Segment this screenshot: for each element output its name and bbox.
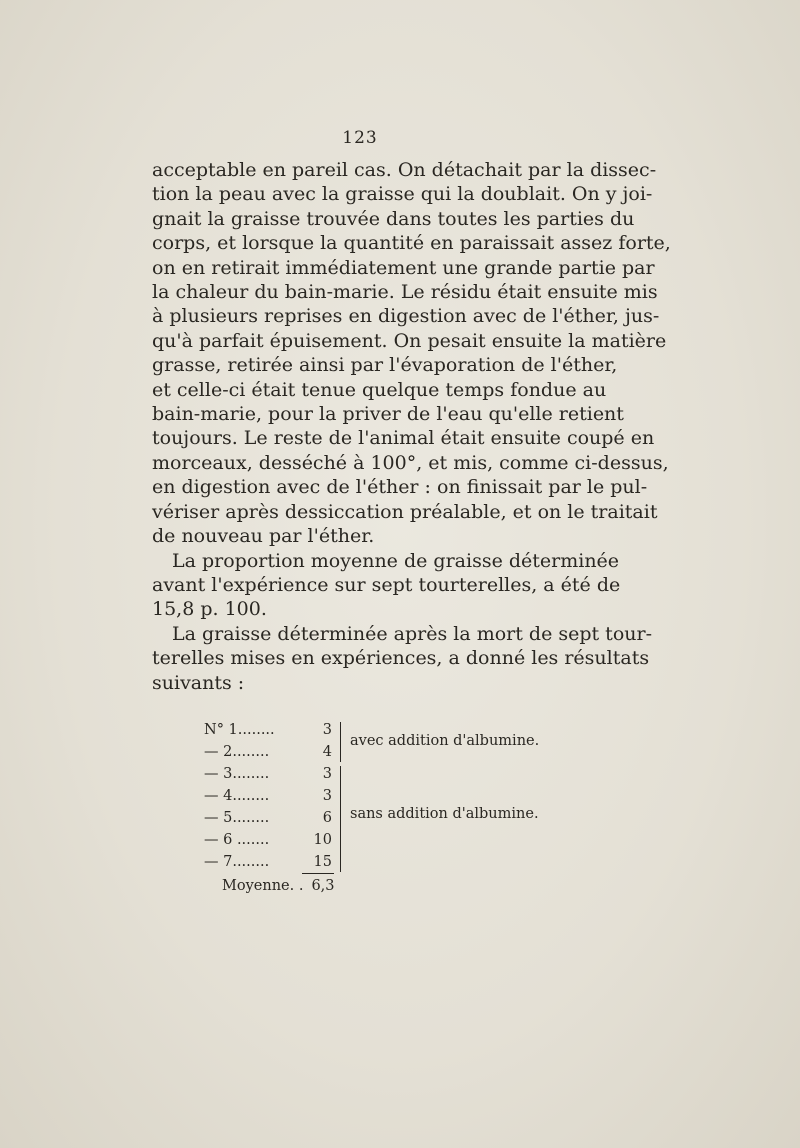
group-label-without-albumin: sans addition d'albumine.: [350, 806, 539, 822]
text-line: vériser après dessiccation préalable, et on le traitait: [152, 500, 658, 523]
text-line: la chaleur du bain-marie. Le résidu était ensuite mis: [152, 281, 658, 304]
row-label: — 4........: [204, 788, 270, 804]
paragraph-method: [152, 158, 671, 549]
text-line: en digestion avec de l'éther : on finissait par le pul-: [152, 476, 648, 499]
row-label: — 3........: [204, 766, 270, 782]
text-line: gnait la graisse trouvée dans toutes les parties du: [152, 207, 635, 230]
average-row: [222, 878, 335, 894]
text-line: La proportion moyenne de graisse déterminée: [172, 549, 620, 572]
sum-rule: [302, 873, 334, 874]
row-label: N° 1........: [204, 722, 275, 738]
average-value: 6,3: [311, 878, 335, 894]
paragraph-average-before: [152, 549, 621, 622]
row-value: 3: [322, 766, 332, 782]
text-line: acceptable en pareil cas. On détachait par la dissec-: [152, 159, 657, 181]
text-line: grasse, retirée ainsi par l'évaporation de l'éther,: [152, 354, 618, 377]
row-value: 6: [322, 810, 332, 826]
text-line: qu'à parfait épuisement. On pesait ensuite la matière: [152, 329, 667, 352]
row-label: — 5........: [204, 810, 270, 826]
text-line: La graisse déterminée après la mort de sept tour-: [172, 622, 653, 645]
body-text: [152, 158, 671, 695]
page-number: 123: [342, 128, 378, 148]
text-line: tion la peau avec la graisse qui la doublait. On y joi-: [152, 183, 653, 206]
group-brace: [340, 722, 341, 762]
average-label: Moyenne. .: [222, 878, 304, 894]
text-line: morceaux, desséché à 100°, et mis, comme ci-dessus,: [152, 451, 669, 474]
row-label: — 2........: [204, 744, 270, 760]
row-value: 15: [313, 854, 332, 870]
row-label: — 6 .......: [204, 832, 270, 848]
row-value: 3: [322, 788, 332, 804]
text-line: toujours. Le reste de l'animal était ensuite coupé en: [152, 427, 655, 450]
row-value: 3: [322, 722, 332, 738]
group-brace: [340, 766, 341, 872]
text-line: et celle-ci était tenue quelque temps fondue au: [152, 378, 607, 401]
text-line: bain-marie, pour la priver de l'eau qu'elle retient: [152, 403, 624, 426]
paragraph-results-intro: [152, 622, 653, 695]
text-line: avant l'expérience sur sept tourterelles, a été de: [152, 573, 621, 596]
row-label: — 7........: [204, 854, 270, 870]
text-line: de nouveau par l'éther.: [152, 525, 375, 548]
text-line: terelles mises en expériences, a donné les résultats: [152, 647, 650, 670]
text-line: corps, et lorsque la quantité en paraissait assez forte,: [152, 232, 671, 255]
text-line: 15,8 p. 100.: [152, 598, 267, 621]
row-value: 4: [322, 744, 332, 760]
row-value: 10: [313, 832, 332, 848]
text-line: suivants :: [152, 671, 245, 694]
text-line: on en retirait immédiatement une grande partie par: [152, 256, 655, 279]
group-label-with-albumin: avec addition d'albumine.: [350, 733, 540, 749]
text-line: à plusieurs reprises en digestion avec de l'éther, jus-: [152, 305, 660, 328]
